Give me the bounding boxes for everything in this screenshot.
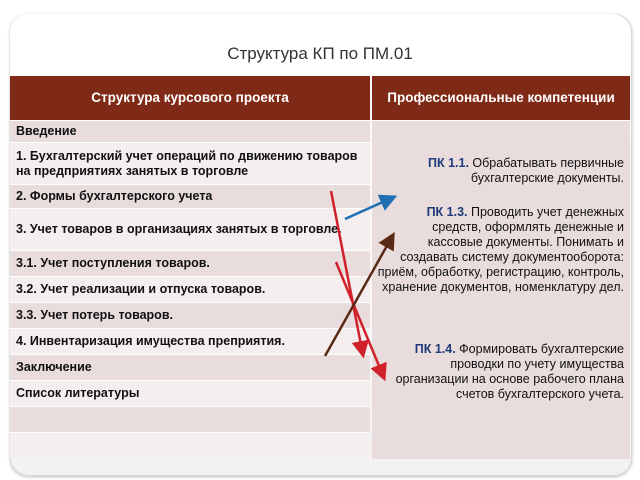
header-competencies: Профессиональные компетенции bbox=[372, 76, 630, 120]
competency-code: ПК 1.3. bbox=[426, 205, 468, 219]
table-row: 4. Инвентаризация имущества преприятия. bbox=[10, 328, 370, 354]
table-row: 1. Бухгалтерский учет операций по движению товаров на предприятиях занятых в торговле bbox=[10, 142, 370, 184]
slide-title: Структура КП по ПМ.01 bbox=[227, 44, 413, 63]
arrow-red-short bbox=[336, 262, 384, 378]
table-row: 3.1. Учет поступления товаров. bbox=[10, 250, 370, 276]
table-row: 2. Формы бухгалтерского учета bbox=[10, 184, 370, 208]
competency-code: ПК 1.4. bbox=[414, 342, 456, 356]
competency-text: Проводить учет денежных средств, оформлять денежные и кассовые документы. Понимать и создавать систему документооборота: приём, обработку, регистрацию, контроль, хранение документов, номенклатуру дел. bbox=[377, 205, 624, 294]
arrow-blue bbox=[345, 197, 394, 219]
competency-text: Формировать бухгалтерские проводки по учету имущества организации на основе рабочего плана счетов бухгалтерского учета. bbox=[395, 342, 624, 401]
competency-text: Обрабатывать первичные бухгалтерские документы. bbox=[470, 156, 624, 185]
table-row: Список литературы bbox=[10, 380, 370, 406]
competency-code: ПК 1.1. bbox=[427, 156, 469, 170]
table-row: 3.2. Учет реализации и отпуска товаров. bbox=[10, 276, 370, 302]
arrow-red-long bbox=[331, 191, 363, 355]
table-row: Заключение bbox=[10, 354, 370, 380]
header-structure: Структура курсового проекта bbox=[10, 76, 370, 120]
table-row: Введение bbox=[10, 120, 370, 142]
table-row: 3. Учет товаров в организациях занятых в торговле. bbox=[10, 208, 370, 250]
table-row: 3.3. Учет потерь товаров. bbox=[10, 302, 370, 328]
